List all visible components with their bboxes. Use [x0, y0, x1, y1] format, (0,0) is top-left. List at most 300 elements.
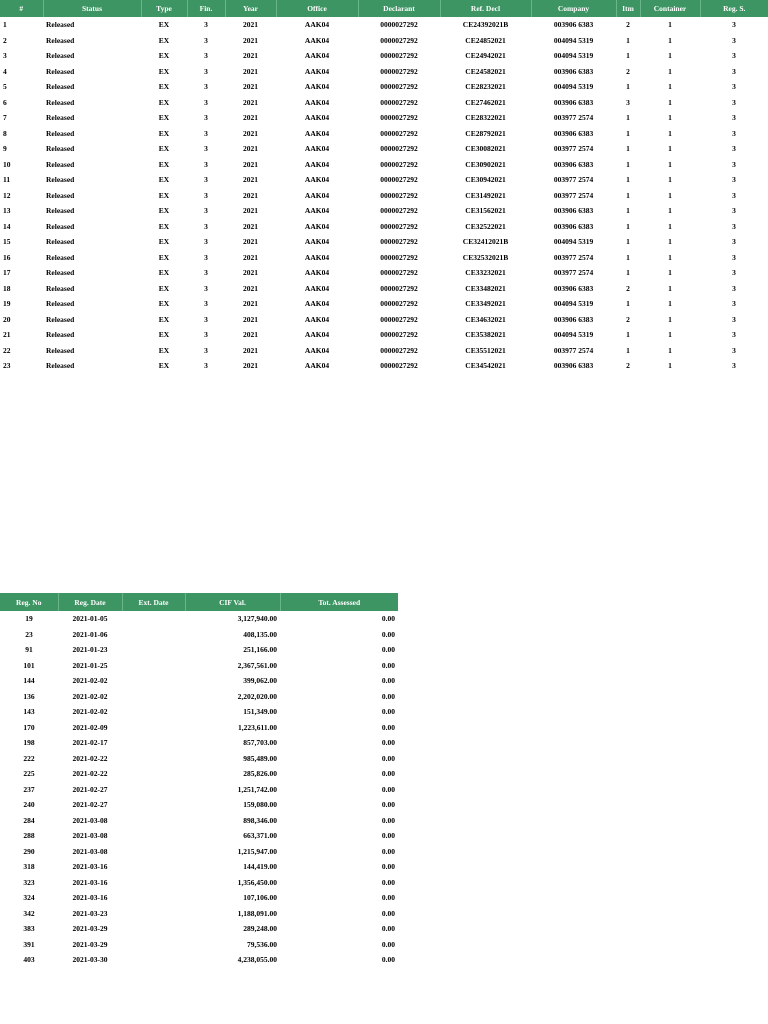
cell-ext-date: [122, 906, 185, 922]
col-header-year[interactable]: Year: [225, 0, 276, 17]
cell-office: AAK04: [304, 206, 330, 216]
cell-status: Released: [46, 113, 75, 123]
cell-itm: 1: [626, 128, 630, 138]
cell-tot-assessed: 0.00: [381, 722, 395, 732]
cell-company: 003977 2574: [553, 175, 594, 185]
cell-ref-decl: CE24852021: [465, 35, 506, 45]
table-row[interactable]: [0, 828, 398, 844]
cell-reg-date: 2021-03-08: [72, 815, 108, 825]
cell-company: 003906 6383: [553, 128, 594, 138]
table-row[interactable]: [0, 735, 398, 751]
cell-year: 2021: [243, 268, 258, 278]
cell-office: AAK04: [304, 237, 330, 247]
cell-company: 003977 2574: [553, 345, 594, 355]
cell-reg-no: 225: [23, 769, 35, 779]
table-row[interactable]: [0, 281, 768, 297]
cell-status: Released: [46, 51, 75, 61]
cell-type: EX: [158, 330, 170, 340]
cell-ref-decl: CE24942021: [465, 51, 506, 61]
table-row[interactable]: [0, 126, 768, 142]
cell-status: Released: [46, 144, 75, 154]
cell-type: EX: [158, 252, 170, 262]
cell-reg-s: 3: [732, 299, 736, 309]
table-row[interactable]: [0, 95, 768, 111]
cell-container: 1: [668, 345, 672, 355]
cell-year: 2021: [243, 330, 258, 340]
cell-reg-s: 3: [732, 345, 736, 355]
declarations-status-table: [0, 0, 768, 374]
cell-fin: 3: [204, 128, 208, 138]
cell-index: 1: [3, 20, 7, 30]
cell-itm: 2: [626, 66, 630, 76]
table-row[interactable]: [0, 219, 768, 235]
cell-office: AAK04: [304, 314, 330, 324]
cell-status: Released: [46, 175, 75, 185]
cell-itm: 3: [626, 97, 630, 107]
cell-status: Released: [46, 361, 75, 371]
cell-cif-val: 2,367,561.00: [237, 660, 277, 670]
cell-type: EX: [158, 66, 170, 76]
cell-year: 2021: [243, 128, 258, 138]
cell-ref-decl: CE32532021B: [462, 252, 509, 262]
cell-tot-assessed: 0.00: [381, 800, 395, 810]
cell-cif-val: 285,826.00: [243, 769, 277, 779]
cell-type: EX: [158, 237, 170, 247]
cell-cif-val: 1,215,947.00: [237, 846, 277, 856]
cell-container: 1: [668, 206, 672, 216]
cell-reg-s: 3: [732, 330, 736, 340]
cell-itm: 1: [626, 237, 630, 247]
cell-ref-decl: CE24392021B: [462, 20, 509, 30]
table-row[interactable]: [0, 265, 768, 281]
table-row[interactable]: [0, 327, 768, 343]
cell-ext-date: [122, 890, 185, 906]
cell-fin: 3: [204, 97, 208, 107]
table-row[interactable]: [0, 79, 768, 95]
cell-reg-no: 288: [23, 831, 35, 841]
table-row[interactable]: [0, 658, 398, 674]
cell-ref-decl: CE30902021: [465, 159, 506, 169]
table-row[interactable]: [0, 64, 768, 80]
cell-office: AAK04: [304, 144, 330, 154]
cell-reg-date: 2021-03-16: [72, 877, 108, 887]
table-row[interactable]: [0, 782, 398, 798]
cell-declarant: 0000027292: [380, 361, 418, 371]
cell-reg-no: 391: [23, 939, 35, 949]
cell-index: 17: [3, 268, 11, 278]
cell-container: 1: [668, 237, 672, 247]
cell-container: 1: [668, 252, 672, 262]
cell-year: 2021: [243, 221, 258, 231]
table-row[interactable]: [0, 859, 398, 875]
cell-type: EX: [158, 97, 170, 107]
cell-index: 20: [3, 314, 11, 324]
cell-reg-no: 240: [23, 800, 35, 810]
cell-ext-date: [122, 751, 185, 767]
cell-company: 003906 6383: [553, 283, 594, 293]
cell-declarant: 0000027292: [380, 20, 418, 30]
cell-status: Released: [46, 190, 75, 200]
cell-office: AAK04: [304, 268, 330, 278]
table-body: [0, 17, 768, 374]
col-header-reg-no[interactable]: Reg. No: [0, 593, 58, 611]
table-row[interactable]: [0, 172, 768, 188]
cell-cif-val: 79,536.00: [247, 939, 277, 949]
table-row[interactable]: [0, 48, 768, 64]
cell-ext-date: [122, 689, 185, 705]
cell-tot-assessed: 0.00: [381, 645, 395, 655]
cell-ref-decl: CE34632021: [465, 314, 506, 324]
cell-declarant: 0000027292: [380, 190, 418, 200]
col-header-tot-assessed[interactable]: Tot. Assessed: [280, 593, 398, 611]
cell-reg-no: 143: [23, 707, 35, 717]
cell-index: 23: [3, 361, 11, 371]
cell-itm: 2: [626, 314, 630, 324]
cell-declarant: 0000027292: [380, 252, 418, 262]
cell-ext-date: [122, 828, 185, 844]
cell-tot-assessed: 0.00: [381, 738, 395, 748]
cell-ext-date: [122, 627, 185, 643]
cell-index: 10: [3, 159, 11, 169]
cell-container: 1: [668, 128, 672, 138]
cell-fin: 3: [204, 345, 208, 355]
table-row[interactable]: [0, 704, 398, 720]
cell-tot-assessed: 0.00: [381, 753, 395, 763]
cell-container: 1: [668, 283, 672, 293]
cell-container: 1: [668, 299, 672, 309]
cell-index: 13: [3, 206, 11, 216]
cell-declarant: 0000027292: [380, 175, 418, 185]
cell-ext-date: [122, 952, 185, 968]
table-row[interactable]: [0, 110, 768, 126]
cell-type: EX: [158, 82, 170, 92]
table-row[interactable]: [0, 312, 768, 328]
table-row[interactable]: [0, 157, 768, 173]
cell-ext-date: [122, 611, 185, 627]
cell-company: 004094 5319: [553, 299, 594, 309]
cell-status: Released: [46, 35, 75, 45]
cell-reg-date: 2021-03-08: [72, 846, 108, 856]
cell-company: 004094 5319: [553, 51, 594, 61]
cell-type: EX: [158, 190, 170, 200]
table-row[interactable]: [0, 642, 398, 658]
cell-declarant: 0000027292: [380, 299, 418, 309]
cell-cif-val: 1,356,450.00: [237, 877, 277, 887]
cell-year: 2021: [243, 361, 258, 371]
col-header-fin[interactable]: Fin.: [187, 0, 225, 17]
cell-reg-s: 3: [732, 128, 736, 138]
cell-office: AAK04: [304, 283, 330, 293]
cell-reg-no: 19: [25, 614, 33, 624]
cell-type: EX: [158, 175, 170, 185]
table-row[interactable]: [0, 921, 398, 937]
cell-fin: 3: [204, 190, 208, 200]
table-row[interactable]: [0, 33, 768, 49]
cell-office: AAK04: [304, 82, 330, 92]
col-header-index[interactable]: #: [0, 0, 43, 17]
cell-office: AAK04: [304, 159, 330, 169]
cell-ref-decl: CE28322021: [465, 113, 506, 123]
cell-type: EX: [158, 113, 170, 123]
cell-cif-val: 251,166.00: [243, 645, 277, 655]
cell-office: AAK04: [304, 51, 330, 61]
cell-year: 2021: [243, 82, 258, 92]
cell-reg-date: 2021-03-23: [72, 908, 108, 918]
col-header-ext-date[interactable]: Ext. Date: [122, 593, 185, 611]
col-header-cif-val[interactable]: CIF Val.: [185, 593, 280, 611]
table-row[interactable]: [0, 141, 768, 157]
cell-ref-decl: CE32412021B: [462, 237, 509, 247]
cell-reg-no: 324: [23, 893, 35, 903]
table-row[interactable]: [0, 937, 398, 953]
table-row[interactable]: [0, 343, 768, 359]
cell-tot-assessed: 0.00: [381, 784, 395, 794]
table-row[interactable]: [0, 234, 768, 250]
cell-index: 12: [3, 190, 11, 200]
cell-fin: 3: [204, 159, 208, 169]
cell-reg-no: 170: [23, 722, 35, 732]
cell-index: 5: [3, 82, 7, 92]
cell-year: 2021: [243, 159, 258, 169]
cell-itm: 1: [626, 35, 630, 45]
table-row[interactable]: [0, 17, 768, 33]
table-header-row: [0, 0, 768, 17]
cell-reg-s: 3: [732, 283, 736, 293]
col-header-company[interactable]: Company: [531, 0, 616, 17]
cell-type: EX: [158, 51, 170, 61]
cell-itm: 1: [626, 330, 630, 340]
table-body: [0, 611, 398, 968]
cell-container: 1: [668, 66, 672, 76]
cell-ext-date: [122, 658, 185, 674]
cell-cif-val: 408,135.00: [243, 629, 277, 639]
cell-type: EX: [158, 221, 170, 231]
cell-status: Released: [46, 345, 75, 355]
cell-ext-date: [122, 673, 185, 689]
cell-container: 1: [668, 190, 672, 200]
cell-reg-s: 3: [732, 113, 736, 123]
cell-office: AAK04: [304, 361, 330, 371]
col-header-reg-s[interactable]: Reg. S.: [700, 0, 768, 17]
cell-cif-val: 857,703.00: [243, 738, 277, 748]
cell-index: 11: [3, 175, 11, 185]
cell-reg-no: 101: [23, 660, 35, 670]
cell-reg-date: 2021-03-08: [72, 831, 108, 841]
cell-index: 3: [3, 51, 7, 61]
cell-container: 1: [668, 144, 672, 154]
cell-company: 003906 6383: [553, 361, 594, 371]
cell-tot-assessed: 0.00: [381, 769, 395, 779]
cell-index: 2: [3, 35, 7, 45]
cell-reg-no: 91: [25, 645, 33, 655]
cell-tot-assessed: 0.00: [381, 614, 395, 624]
table-row[interactable]: [0, 627, 398, 643]
cell-ext-date: [122, 782, 185, 798]
cell-container: 1: [668, 97, 672, 107]
cell-fin: 3: [204, 237, 208, 247]
cell-ref-decl: CE27462021: [465, 97, 506, 107]
cell-declarant: 0000027292: [380, 330, 418, 340]
cell-type: EX: [158, 345, 170, 355]
table-row[interactable]: [0, 203, 768, 219]
cell-office: AAK04: [304, 113, 330, 123]
cell-reg-date: 2021-03-16: [72, 893, 108, 903]
cell-company: 003906 6383: [553, 66, 594, 76]
cell-cif-val: 898,346.00: [243, 815, 277, 825]
cell-tot-assessed: 0.00: [381, 831, 395, 841]
cell-itm: 2: [626, 20, 630, 30]
cell-reg-s: 3: [732, 144, 736, 154]
cell-declarant: 0000027292: [380, 268, 418, 278]
cell-fin: 3: [204, 361, 208, 371]
cell-ext-date: [122, 813, 185, 829]
table-row[interactable]: [0, 952, 398, 968]
cell-container: 1: [668, 175, 672, 185]
cell-status: Released: [46, 299, 75, 309]
cell-reg-no: 23: [25, 629, 33, 639]
cell-tot-assessed: 0.00: [381, 691, 395, 701]
cell-reg-s: 3: [732, 35, 736, 45]
col-header-type[interactable]: Type: [141, 0, 187, 17]
cell-year: 2021: [243, 51, 258, 61]
cell-reg-date: 2021-01-25: [72, 660, 108, 670]
cell-office: AAK04: [304, 221, 330, 231]
cell-declarant: 0000027292: [380, 144, 418, 154]
cell-status: Released: [46, 82, 75, 92]
col-header-declarant[interactable]: Declarant: [358, 0, 440, 17]
cell-cif-val: 985,489.00: [243, 753, 277, 763]
cell-type: EX: [158, 314, 170, 324]
cell-index: 6: [3, 97, 7, 107]
cell-declarant: 0000027292: [380, 237, 418, 247]
cell-reg-s: 3: [732, 159, 736, 169]
table-row[interactable]: [0, 875, 398, 891]
col-header-status[interactable]: Status: [43, 0, 141, 17]
cell-ref-decl: CE33492021: [465, 299, 506, 309]
col-header-office[interactable]: Office: [276, 0, 358, 17]
cell-year: 2021: [243, 345, 258, 355]
cell-reg-no: 136: [23, 691, 35, 701]
cell-cif-val: 399,062.00: [243, 676, 277, 686]
cell-fin: 3: [204, 66, 208, 76]
cell-reg-s: 3: [732, 97, 736, 107]
cell-ref-decl: CE33232021: [465, 268, 506, 278]
table-row[interactable]: [0, 188, 768, 204]
cell-ref-decl: CE28232021: [465, 82, 506, 92]
cell-index: 21: [3, 330, 11, 340]
cell-itm: 1: [626, 345, 630, 355]
cell-ext-date: [122, 766, 185, 782]
cell-type: EX: [158, 283, 170, 293]
table-row[interactable]: [0, 797, 398, 813]
cell-type: EX: [158, 361, 170, 371]
cell-reg-date: 2021-01-23: [72, 645, 108, 655]
cell-office: AAK04: [304, 252, 330, 262]
cell-reg-no: 403: [23, 955, 35, 965]
cell-ref-decl: CE30942021: [465, 175, 506, 185]
table-row[interactable]: [0, 751, 398, 767]
cell-reg-no: 383: [23, 924, 35, 934]
cell-cif-val: 1,223,611.00: [238, 722, 277, 732]
col-header-ref-decl[interactable]: Ref. Decl: [440, 0, 531, 17]
cell-fin: 3: [204, 221, 208, 231]
cell-index: 9: [3, 144, 7, 154]
table-row[interactable]: [0, 906, 398, 922]
cell-company: 003977 2574: [553, 113, 594, 123]
table-row[interactable]: [0, 766, 398, 782]
cell-itm: 1: [626, 268, 630, 278]
cell-company: 003977 2574: [553, 268, 594, 278]
cell-fin: 3: [204, 252, 208, 262]
cell-status: Released: [46, 159, 75, 169]
cell-fin: 3: [204, 144, 208, 154]
cell-declarant: 0000027292: [380, 66, 418, 76]
cell-reg-s: 3: [732, 206, 736, 216]
col-header-reg-date[interactable]: Reg. Date: [58, 593, 122, 611]
cell-ext-date: [122, 844, 185, 860]
table-row[interactable]: [0, 358, 768, 374]
table-row[interactable]: [0, 844, 398, 860]
col-header-container[interactable]: Container: [640, 0, 700, 17]
table-row[interactable]: [0, 890, 398, 906]
cell-fin: 3: [204, 314, 208, 324]
table-row[interactable]: [0, 250, 768, 266]
cell-year: 2021: [243, 20, 258, 30]
cell-container: 1: [668, 361, 672, 371]
cell-office: AAK04: [304, 66, 330, 76]
cell-index: 16: [3, 252, 11, 262]
cell-index: 19: [3, 299, 11, 309]
cell-status: Released: [46, 221, 75, 231]
cell-office: AAK04: [304, 175, 330, 185]
cell-year: 2021: [243, 175, 258, 185]
cell-reg-s: 3: [732, 66, 736, 76]
cell-ext-date: [122, 937, 185, 953]
cell-status: Released: [46, 283, 75, 293]
cell-cif-val: 3,127,940.00: [237, 614, 277, 624]
cell-reg-date: 2021-03-16: [72, 862, 108, 872]
cell-status: Released: [46, 206, 75, 216]
cell-tot-assessed: 0.00: [381, 676, 395, 686]
cell-reg-no: 144: [23, 676, 35, 686]
cell-declarant: 0000027292: [380, 159, 418, 169]
table-row[interactable]: [0, 813, 398, 829]
cell-year: 2021: [243, 144, 258, 154]
cell-ref-decl: CE34542021: [465, 361, 506, 371]
cell-index: 15: [3, 237, 11, 247]
cell-reg-s: 3: [732, 82, 736, 92]
cell-reg-date: 2021-02-02: [72, 707, 108, 717]
cell-container: 1: [668, 159, 672, 169]
table-row[interactable]: [0, 611, 398, 627]
table-row[interactable]: [0, 720, 398, 736]
cell-itm: 1: [626, 113, 630, 123]
cell-tot-assessed: 0.00: [381, 815, 395, 825]
cell-reg-date: 2021-03-30: [72, 955, 108, 965]
cell-tot-assessed: 0.00: [381, 924, 395, 934]
table-row[interactable]: [0, 689, 398, 705]
cell-company: 003977 2574: [553, 190, 594, 200]
cell-cif-val: 144,419.00: [243, 862, 277, 872]
cell-cif-val: 1,251,742.00: [237, 784, 277, 794]
cell-fin: 3: [204, 268, 208, 278]
table-row[interactable]: [0, 673, 398, 689]
cell-tot-assessed: 0.00: [381, 846, 395, 856]
cell-reg-s: 3: [732, 314, 736, 324]
col-header-itm[interactable]: Itm: [616, 0, 640, 17]
cell-declarant: 0000027292: [380, 128, 418, 138]
table-row[interactable]: [0, 296, 768, 312]
